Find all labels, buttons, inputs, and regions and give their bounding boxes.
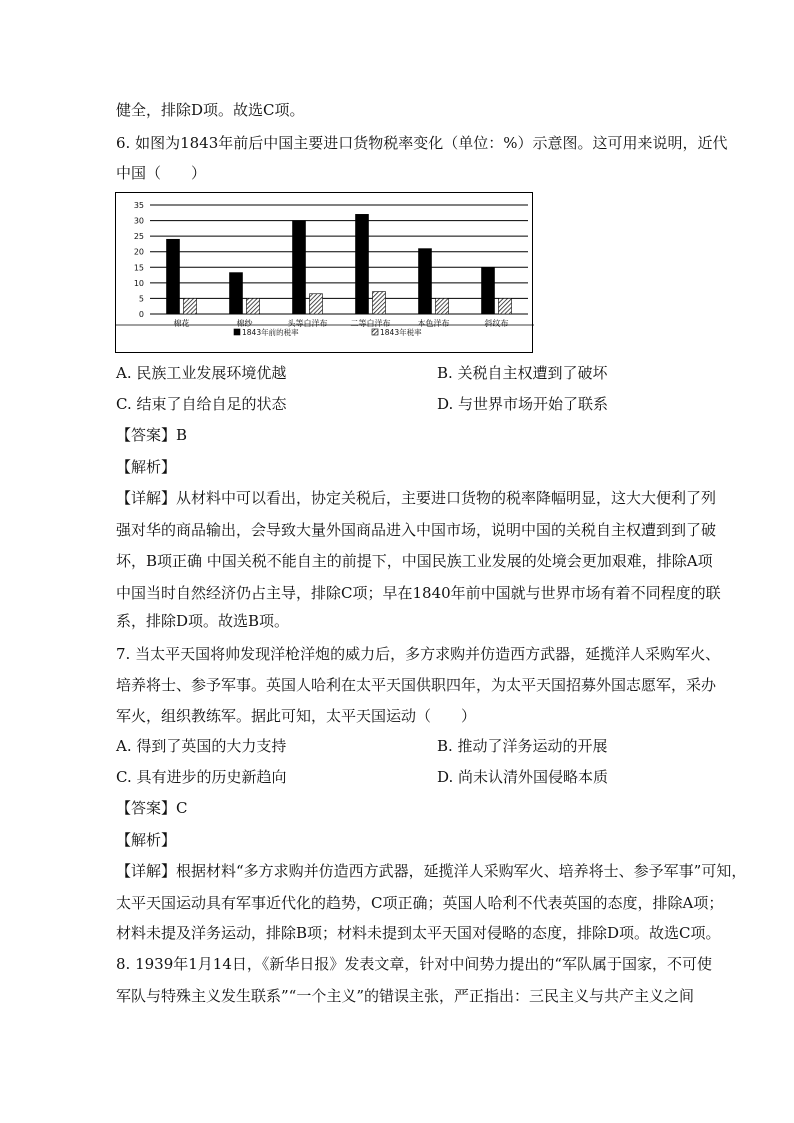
bar-in-1843 (499, 298, 512, 314)
bar-before-1843 (230, 273, 243, 314)
option-d[interactable]: D. 尚未认清外国侵略本质 (437, 768, 609, 786)
category-label: 棉花 (173, 319, 190, 328)
y-tick-label: 25 (133, 232, 144, 242)
bar-in-1843 (373, 292, 386, 314)
option-d[interactable]: D. 与世界市场开始了联系 (437, 395, 609, 413)
option-a[interactable]: A. 得到了英国的大力支持 (116, 737, 287, 755)
text-line: 【答案】B (116, 426, 188, 444)
y-tick-label: 15 (133, 263, 144, 273)
category-label: 头等白洋布 (287, 319, 328, 328)
legend-label: 1843年税率 (380, 328, 422, 337)
y-tick-label: 20 (133, 247, 144, 257)
category-label: 本色洋布 (417, 319, 450, 328)
legend-label: 1843年前的税率 (242, 328, 299, 337)
category-label: 棉纱 (236, 319, 253, 328)
bar-in-1843 (184, 298, 197, 314)
option-b[interactable]: B. 推动了洋务运动的开展 (437, 737, 608, 755)
option-c[interactable]: C. 具有进步的历史新趋向 (116, 768, 287, 786)
text-line: 7. 当太平天国将帅发现洋枪洋炮的威力后，多方求购并仿造西方武器，延揽洋人采购军火、 (116, 645, 721, 663)
bar-in-1843 (436, 298, 449, 314)
category-label: 二等白洋布 (350, 319, 391, 328)
category-label: 斜纹布 (484, 319, 509, 328)
text-line: 【答案】C (116, 799, 188, 817)
text-line: 军火，组织教练军。据此可知，太平天国运动（ ） (116, 707, 477, 725)
text-line: 坏，B项正确 中国关税不能自主的前提下，中国民族工业发展的处境会更加艰难，排除A项 (116, 552, 713, 570)
text-line: 【详解】根据材料“多方求购并仿造西方武器，延揽洋人采购军火、培养将士、参予军事”可知， (116, 862, 747, 880)
text-line: 军队与特殊主义发生联系”“一个主义”的错误主张，严正指出：三民主义与共产主义之间 (116, 987, 695, 1005)
option-a[interactable]: A. 民族工业发展环境优越 (116, 364, 287, 382)
y-tick-label: 35 (133, 201, 144, 210)
chart-canvas (116, 193, 534, 354)
bar-before-1843 (482, 267, 495, 314)
bar-in-1843 (310, 294, 323, 314)
y-tick-label: 5 (138, 294, 144, 304)
bar-before-1843 (167, 239, 180, 314)
y-tick-label: 0 (138, 310, 144, 319)
y-tick-label: 30 (133, 216, 144, 226)
bar-in-1843 (247, 298, 260, 314)
text-line: 健全，排除D项。故选C项。 (116, 101, 305, 119)
bar-before-1843 (293, 221, 306, 314)
text-line: 强对华的商品输出，会导致大量外国商品进入中国市场，说明中国的关税自主权遭到到了破 (116, 521, 717, 539)
text-line: 太平天国运动具有军事近代化的趋势，C项正确；英国人哈利不代表英国的态度，排除A项； (116, 894, 724, 912)
text-line: 中国当时自然经济仍占主导，排除C项；早在1840年前中国就与世界市场有着不同程度的联 (116, 584, 721, 602)
text-line: 8. 1939年1月14日，《新华日报》发表文章，针对中间势力提出的“军队属于国家，不可使 (116, 955, 713, 973)
bar-before-1843 (419, 249, 432, 314)
bar-before-1843 (356, 214, 369, 314)
text-line: 【解析】 (116, 831, 177, 849)
tariff-bar-chart (115, 192, 533, 353)
text-line: 中国（ ） (116, 164, 207, 182)
legend-swatch (234, 329, 240, 335)
text-line: 系，排除D项。故选B项。 (116, 612, 290, 630)
legend-swatch (372, 329, 378, 335)
text-line: 【解析】 (116, 458, 177, 476)
text-line: 【详解】从材料中可以看出，协定关税后，主要进口货物的税率降幅明显，这大大便利了列 (116, 489, 717, 507)
y-tick-label: 10 (133, 278, 144, 288)
option-b[interactable]: B. 关税自主权遭到了破坏 (437, 364, 608, 382)
text-line: 材料未提及洋务运动，排除B项；材料未提到太平天国对侵略的态度，排除D项。故选C项。 (116, 924, 721, 942)
text-line: 6. 如图为1843年前后中国主要进口货物税率变化（单位：%）示意图。这可用来说明，近代 (116, 134, 728, 152)
option-c[interactable]: C. 结束了自给自足的状态 (116, 395, 287, 413)
text-line: 培养将士、参予军事。英国人哈利在太平天国供职四年，为太平天国招募外国志愿军，采办 (116, 676, 717, 694)
